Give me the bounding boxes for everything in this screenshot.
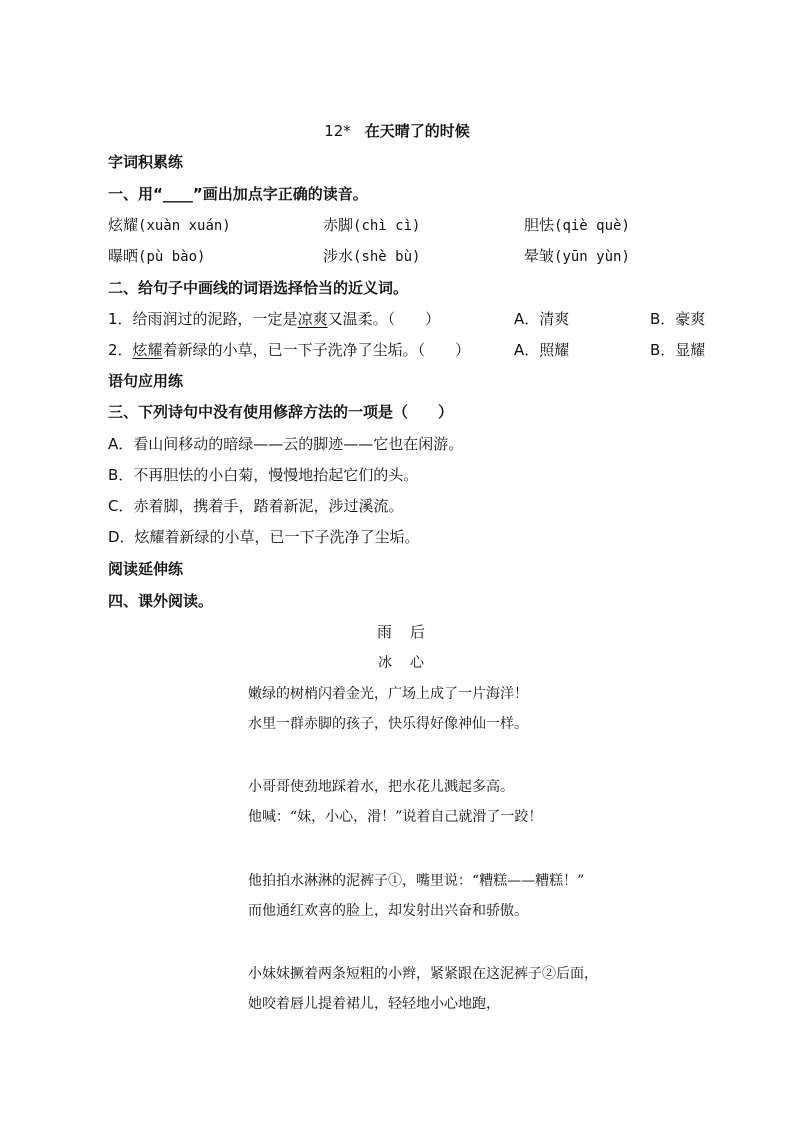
poem-line: 小哥哥使劲地踩着水，把水花儿溅起多高。 (248, 779, 514, 795)
question-4-prompt: 四、课外阅读。 (108, 592, 214, 610)
question-2-prompt: 二、给句子中画线的词语选择恰当的近义词。 (108, 279, 409, 297)
section-reading-label: 阅读延伸练 (108, 560, 184, 578)
pinyin-item (108, 214, 231, 235)
poem-title: 雨后 (376, 623, 443, 641)
pinyin-word: 曝晒 (108, 247, 139, 265)
question-3-prompt: 三、下列诗句中没有使用修辞方法的一项是（ ） (108, 403, 454, 421)
item-number: 1． (108, 310, 133, 328)
item-text-after: 着新绿的小草，已一下子洗净了尘垢。 (162, 341, 418, 359)
question-3-option-a: A．看山间移动的暗绿——云的脚迹——它也在闲游。 (108, 435, 464, 453)
pinyin-options: (chì cì) (353, 218, 421, 234)
option-a: A．照耀 (514, 341, 570, 359)
question-2-item-2 (108, 339, 470, 360)
underlined-word: 凉爽 (297, 310, 328, 328)
section-vocab-label: 字词积累练 (108, 153, 184, 171)
item-text-after: 又温柔。 (327, 310, 388, 328)
poem-line: 嫩绿的树梢闪着金光，广场上成了一片海洋！ (248, 686, 528, 702)
section-sentence-label: 语句应用练 (108, 372, 184, 390)
poem-line: 他喊：“妹，小心，滑！”说着自己就滑了一跤！ (248, 809, 543, 825)
underlined-word: 炫耀 (132, 341, 163, 359)
pinyin-word: 炫耀 (108, 216, 139, 234)
pinyin-options: (xuàn xuán) (138, 218, 231, 234)
pinyin-item (323, 245, 420, 266)
item-number: 2． (108, 341, 133, 359)
poem-line: 小妹妹撅着两条短粗的小辫，紧紧跟在这泥裤子②后面， (248, 966, 598, 982)
pinyin-item (323, 214, 420, 235)
lesson-title (0, 120, 794, 141)
lesson-name: 在天晴了的时候 (364, 122, 470, 140)
poem-line: 他拍拍水淋淋的泥裤子①，嘴里说：“糟糕——糟糕！” (248, 873, 585, 889)
pinyin-options: (pù bào) (138, 249, 206, 265)
pinyin-options: (yūn yùn) (554, 249, 630, 265)
poem-line: 而他通红欢喜的脸上，却发射出兴奋和骄傲。 (248, 903, 528, 919)
poem-line: 水里一群赤脚的孩子，快乐得好像神仙一样。 (248, 716, 528, 732)
item-text-before: 给雨润过的泥路，一定是 (132, 310, 298, 328)
poem-line: 她咬着唇儿提着裙儿，轻轻地小心地跑， (248, 996, 500, 1012)
pinyin-options: (qiè què) (554, 218, 630, 234)
pinyin-item (108, 245, 205, 266)
question-1-prompt: 一、用“____”画出加点字正确的读音。 (108, 185, 368, 203)
option-b: B．豪爽 (650, 310, 706, 328)
answer-blank: （ ） (387, 310, 441, 328)
answer-blank: （ ） (417, 341, 471, 359)
question-3-option-b: B．不再胆怯的小白菊，慢慢地抬起它们的头。 (108, 466, 419, 484)
option-b: B．显耀 (650, 341, 706, 359)
pinyin-item (524, 214, 630, 235)
pinyin-word: 赤脚 (323, 216, 354, 234)
pinyin-item (524, 245, 630, 266)
pinyin-word: 晕皱 (524, 247, 555, 265)
pinyin-word: 涉水 (323, 247, 354, 265)
option-a: A．清爽 (514, 310, 570, 328)
pinyin-word: 胆怯 (524, 216, 555, 234)
question-3-option-c: C．赤着脚，携着手，踏着新泥，涉过溪流。 (108, 497, 404, 515)
lesson-number: 12* (324, 122, 351, 140)
pinyin-options: (shè bù) (353, 249, 421, 265)
question-3-option-d: D．炫耀着新绿的小草，已一下子洗净了尘垢。 (108, 528, 420, 546)
question-2-item-1 (108, 308, 440, 329)
poem-author: 冰心 (378, 655, 442, 671)
